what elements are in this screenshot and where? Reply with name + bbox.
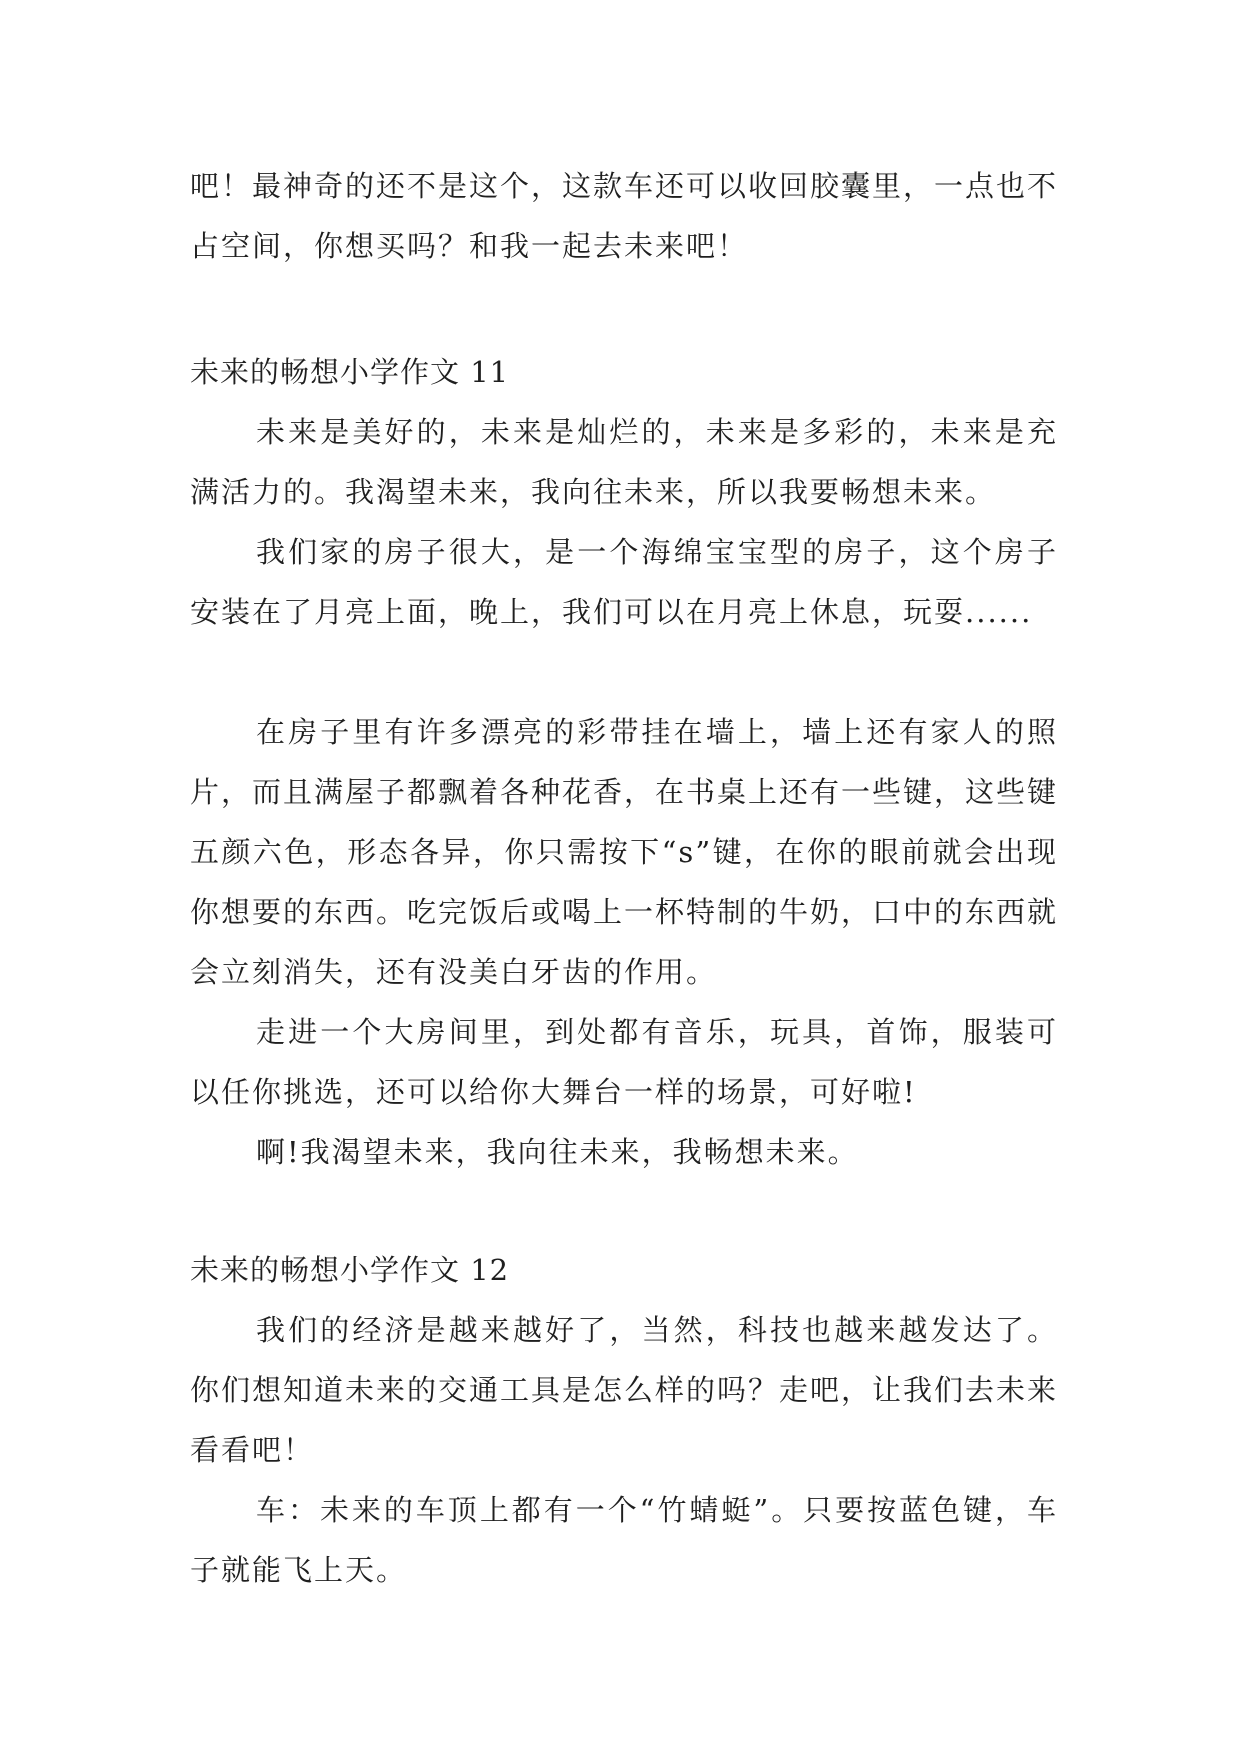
section-12-paragraph-1: 我们的经济是越来越好了，当然，科技也越来越发达了。你们想知道未来的交通工具是怎么样的吗？走吧，让我们去未来看看吧！ bbox=[190, 1313, 1059, 1467]
continuation-paragraph: 吧！最神奇的还不是这个，这款车还可以收回胶囊里，一点也不占空间，你想买吗？和我一起去未来吧！ bbox=[190, 169, 1059, 263]
section-11-paragraph-5: 啊!我渴望未来，我向往未来，我畅想未来。 bbox=[256, 1135, 859, 1169]
section-11-paragraph-3: 在房子里有许多漂亮的彩带挂在墙上，墙上还有家人的照片，而且满屋子都飘着各种花香，在书桌上还有一些键，这些键五颜六色，形态各异，你只需按下“s”键，在你的眼前就会出现你想要的东西。吃完饭后或喝上一杯特制的牛奶，口中的东西就会立刻消失，还有没美白牙齿的作用。 bbox=[190, 715, 1059, 989]
section-11-paragraph-1: 未来是美好的，未来是灿烂的，未来是多彩的，未来是充满活力的。我渴望未来，我向往未来，所以我要畅想未来。 bbox=[190, 415, 1058, 509]
section-11-paragraph-4: 走进一个大房间里，到处都有音乐，玩具，首饰，服装可以任你挑选，还可以给你大舞台一样的场景，可好啦! bbox=[190, 1015, 1058, 1109]
section-12-paragraph-2: 车：未来的车顶上都有一个“竹蜻蜓”。只要按蓝色键，车子就能飞上天。 bbox=[190, 1493, 1058, 1587]
section-12-title: 未来的畅想小学作文 12 bbox=[190, 1253, 510, 1287]
section-11-paragraph-2: 我们家的房子很大，是一个海绵宝宝型的房子，这个房子安装在了月亮上面，晚上，我们可以在月亮上休息，玩耍...... bbox=[190, 535, 1058, 629]
section-11-title: 未来的畅想小学作文 11 bbox=[190, 355, 510, 389]
